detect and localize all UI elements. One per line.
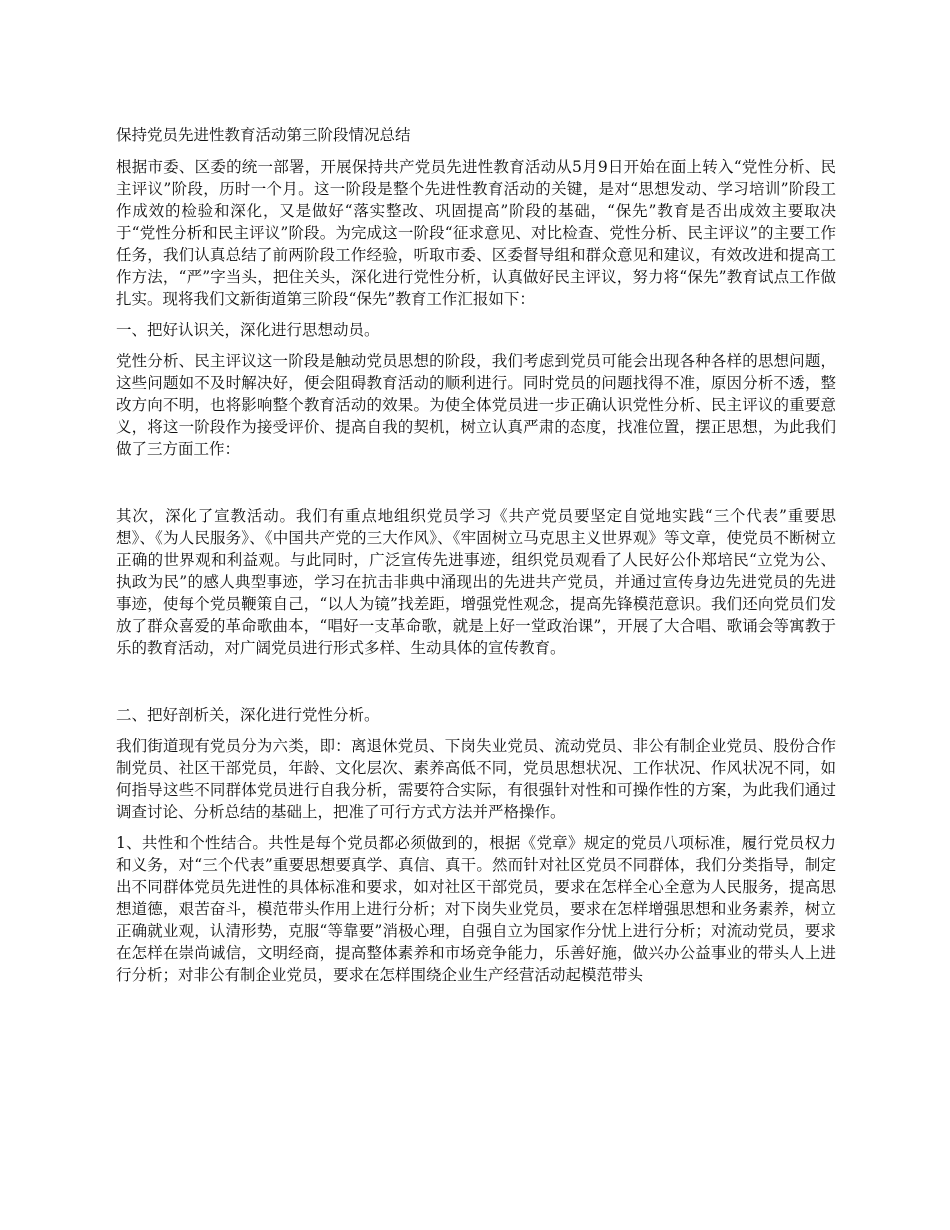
blank-space [116,469,836,505]
blank-space [116,668,836,704]
document-page [116,124,836,995]
document-title: 保持党员先进性教育活动第三阶段情况总结 [116,126,411,144]
section-1-paragraph: 党性分析、民主评议这一阶段是触动党员思想的阶段，我们考虑到党员可能会出现各种各样的思想问题，这些问题如不及时解决好，便会阻碍教育活动的顺利进行。同时党员的问题找得不准，原因分析不透，整改方向不明，也将影响整个教育活动的效果。为使全体党员进一步正确认识党性分析、民主评议的重要意义，将这一阶段作为接受评价、提高自我的契机，树立认真严肃的态度，找准位置，摆正思想，为此我们做了三方面工作： [116,352,836,458]
section-2-paragraph: 我们街道现有党员分为六类，即：离退休党员、下岗失业党员、流动党员、非公有制企业党员、股份合作制党员、社区干部党员，年龄、文化层次、素养高低不同，党员思想状况、工作状况、作风状况不同，如何指导这些不同群体党员进行自我分析，需要符合实际，有很强针对性和可操作性的方案，为此我们通过调查讨论、分析总结的基础上，把准了可行方式方法并严格操作。 [116,737,836,821]
intro-paragraph: 根据市委、区委的统一部署，开展保持共产党员先进性教育活动从5月9日开始在面上转入“党性分析、民主评议”阶段，历时一个月。这一阶段是整个先进性教育活动的关键，是对“思想发动、学习培训”阶段工作成效的检验和深化，又是做好“落实整改、巩固提高”阶段的基础，“保先”教育是否出成效主要取决于“党性分析和民主评议”阶段。为完成这一阶段“征求意见、对比检查、党性分析、民主评议”的主要工作任务，我们认真总结了前两阶段工作经验，听取市委、区委督导组和群众意见和建议，有效改进和提高工作方法，“严”字当头，把住关头，深化进行党性分析，认真做好民主评议，努力将“保先”教育试点工作做扎实。现将我们文新街道第三阶段“保先”教育工作汇报如下： [116,158,836,308]
section-heading-2: 二、把好剖析关，深化进行党性分析。 [116,706,380,724]
item-1-paragraph: 1、共性和个性结合。共性是每个党员都必须做到的，根据《党章》规定的党员八项标准，履行党员权力和义务，对“三个代表”重要思想要真学、真信、真干。然而针对社区党员不同群体，我们分类指导，制定出不同群体党员先进性的具体标准和要求，如对社区干部党员，要求在怎样全心全意为人民服务，提高思想道德，艰苦奋斗，模范带头作用上进行分析；对下岗失业党员，要求在怎样增强思想和业务素养，树立正确就业观，认清形势，克服“等靠要”消极心理，自强自立为国家作分忧上进行分析；对流动党员，要求在怎样在崇尚诚信，文明经商，提高整体素养和市场竞争能力，乐善好施，做兴办公益事业的带头人上进行分析；对非公有制企业党员，要求在怎样围绕企业生产经营活动起模范带头 [116,834,836,984]
section-heading-1: 一、把好认识关，深化进行思想动员。 [116,321,380,339]
propaganda-paragraph: 其次，深化了宣教活动。我们有重点地组织党员学习《共产党员要坚定自觉地实践“三个代表”重要思想》、《为人民服务》、《中国共产党的三大作风》、《牢固树立马克思主义世界观》等文章，使党员不断树立正确的世界观和利益观。与此同时，广泛宣传先进事迹，组织党员观看了人民好公仆郑培民“立党为公、执政为民”的感人典型事迹，学习在抗击非典中涌现出的先进共产党员，并通过宣传身边先进党员的先进事迹，使每个党员鞭策自己，“以人为镜”找差距，增强党性观念，提高先锋模范意识。我们还向党员们发放了群众喜爱的革命歌曲本，“唱好一支革命歌，就是上好一堂政治课”，开展了大合唱、歌诵会等寓教于乐的教育活动，对广阔党员进行形式多样、生动具体的宣传教育。 [116,507,836,657]
